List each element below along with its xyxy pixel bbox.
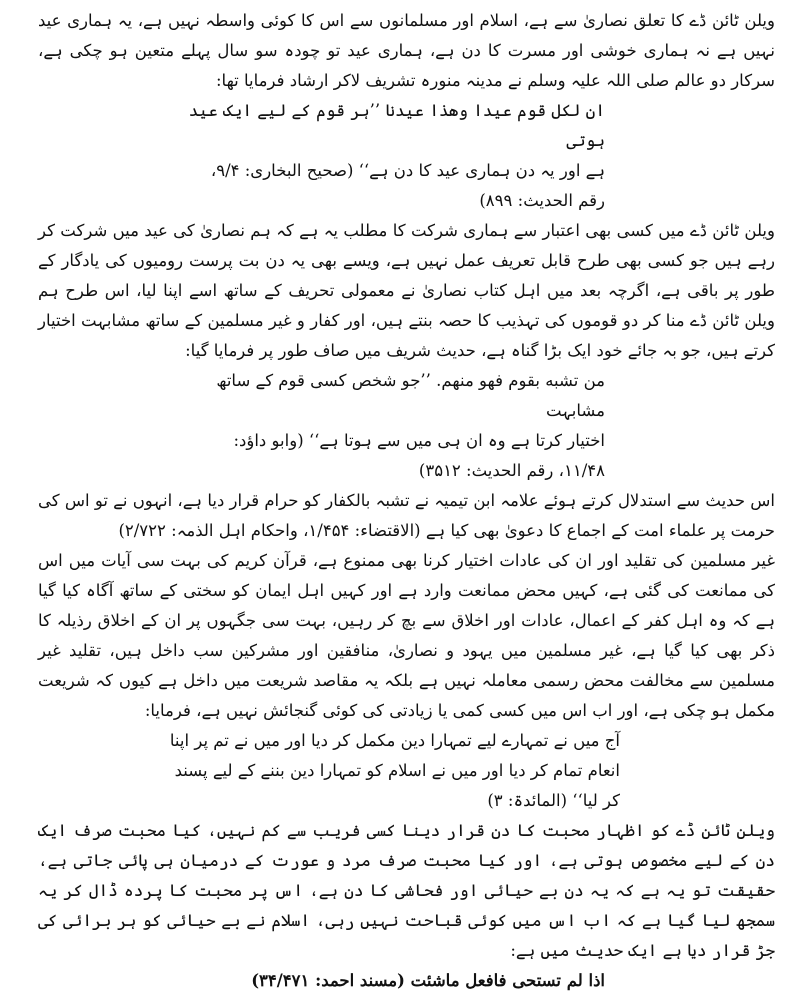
quote-line: اذا لم تستحی فافعل ماشئت (مسند احمد: ۳۴/۴۷۱) <box>251 971 605 990</box>
quote-hadith-tashabbuh <box>38 366 775 486</box>
quote-reference: کر لیا‘‘ (المائدۃ: ۳) <box>487 791 620 810</box>
paragraph-love: ویلن ٹائن ڈے کو اظہار محبت کا دن قرار دینا کسی فریب سے کم نہیں، کیا محبت صرف ایک دن کے لیے مخصوص ہوتی ہے، اور کیا محبت صرف مرد و عورت کے درمیان ہی پائی جاتی ہے، حقیقت تو یہ ہے کہ یہ دن بے حیائی اور فحاشی کا دن ہے، اس پر محبت کا پردہ ڈال کر یہ سمجھ لیا گیا ہے کہ اب اس میں کوئی قباحت نہیں رہی، اسلام نے بے حیائی کو ہر برائی کی جڑ قرار دیا ہے ایک حدیث میں ہے: <box>38 821 775 960</box>
paragraph-imitation: غیر مسلمین کی تقلید اور ان کی عادات اختیار کرنا بھی ممنوع ہے، قرآن کریم کی بہت سی آیات میں اس کی ممانعت کی گئی ہے، کہیں محض ممانعت وارد ہے اور کہیں اہل ایمان کو سختی کے ساتھ آگاہ کیا گیا ہے کہ وہ اہل کفر کے اعمال، عادات اور اخلاق سے بچ کر رہیں، بہت سی جگہوں پر ان کے اخلاق رذیلہ کا ذکر بھی کیا گیا ہے، غیر مسلمین میں یہود و نصاریٰ، منافقین اور مشرکین سب داخل ہیں، تقلید غیر مسلمین سے مخالفت محض رسمی معاملہ نہیں ہے بلکہ یہ مقاصد شریعت میں داخل ہے کیوں کہ شریعت مکمل ہو چکی ہے، اور اب اس میں کسی کمی یا زیادتی کی کوئی گنجائش نہیں ہے، فرمایا: <box>38 551 775 720</box>
quote-reference: رقم الحدیث: ۸۹۹) <box>479 191 605 210</box>
paragraph-ibn-taymiyyah: اس حدیث سے استدلال کرتے ہوئے علامہ ابن تیمیہ نے تشبہ بالکفار کو حرام قرار دیا ہے، انہوں نے تو اس کی حرمت پر علماء امت کے اجماع کا دعویٰ بھی کیا ہے (الاقتضاء: ۱/۴۵۴، واحکام اہل الذمہ: ۲/۷۲۲) <box>38 491 775 540</box>
quote-line: آج میں نے تمہارے لیے تمہارا دین مکمل کر دیا اور میں نے تم پر اپنا <box>169 731 620 750</box>
quote-quran-maidah <box>38 726 775 816</box>
quote-line: انعام تمام کر دیا اور میں نے اسلام کو تمہارا دین بننے کے لیے پسند <box>174 761 620 780</box>
quote-line: اختیار کرتا ہے وہ ان ہی میں سے ہوتا ہے‘‘ (وابو داؤد: <box>233 431 605 450</box>
paragraph-participation: ویلن ٹائن ڈے میں کسی بھی اعتبار سے ہماری شرکت کا مطلب یہ ہے کہ ہم نصاریٰ کی عید میں شرکت کر رہے ہیں جو کسی بھی طرح قابل تعریف عمل نہیں ہے، ویسے بھی یہ دن بت پرست رومیوں کی یادگار کے طور پر باقی ہے، اگرچہ بعد میں اہل کتاب نصاریٰ نے معمولی تحریف کے ساتھ اسے اپنا لیا، اس طرح ہم ویلن ٹائن ڈے منا کر دو قوموں کی تہذیب کا حصہ بنتے ہیں، اور کفار و غیر مسلمین کے ساتھ مشابہت اختیار کرتے ہیں، جو بہ جائے خود ایک بڑا گناہ ہے، حدیث شریف میں صاف طور پر فرمایا گیا: <box>38 221 775 360</box>
quote-line: ان لکل قوم عیدا وهذا عیدنا ’’ہر قوم کے لیے ایک عید ہوتی <box>188 101 605 150</box>
quote-line: من تشبه بقوم فهو منهم. ’’جو شخص کسی قوم کے ساتھ مشابہت <box>216 371 605 420</box>
quote-hadith-haya <box>38 966 775 996</box>
quote-line: ہے اور یہ دن ہماری عید کا دن ہے‘‘ (صحیح البخاری: ۹/۴، <box>210 161 605 180</box>
paragraph-intro: ویلن ٹائن ڈے کا تعلق نصاریٰ سے ہے، اسلام اور مسلمانوں سے اس کا کوئی واسطہ نہیں ہے، یہ ہماری عید نہیں ہے نہ ہماری خوشی اور مسرت کا دن ہے، ہماری عید تو چودہ سو سال پہلے متعین ہو چکی ہے، سرکار دو عالم صلی اللہ علیہ وسلم نے مدینہ منورہ تشریف لاکر ارشاد فرمایا تھا: <box>38 11 775 90</box>
quote-hadith-eid <box>38 96 775 216</box>
quote-reference: ۱۱/۴۸، رقم الحدیث: ۳۵۱۲) <box>418 461 605 480</box>
